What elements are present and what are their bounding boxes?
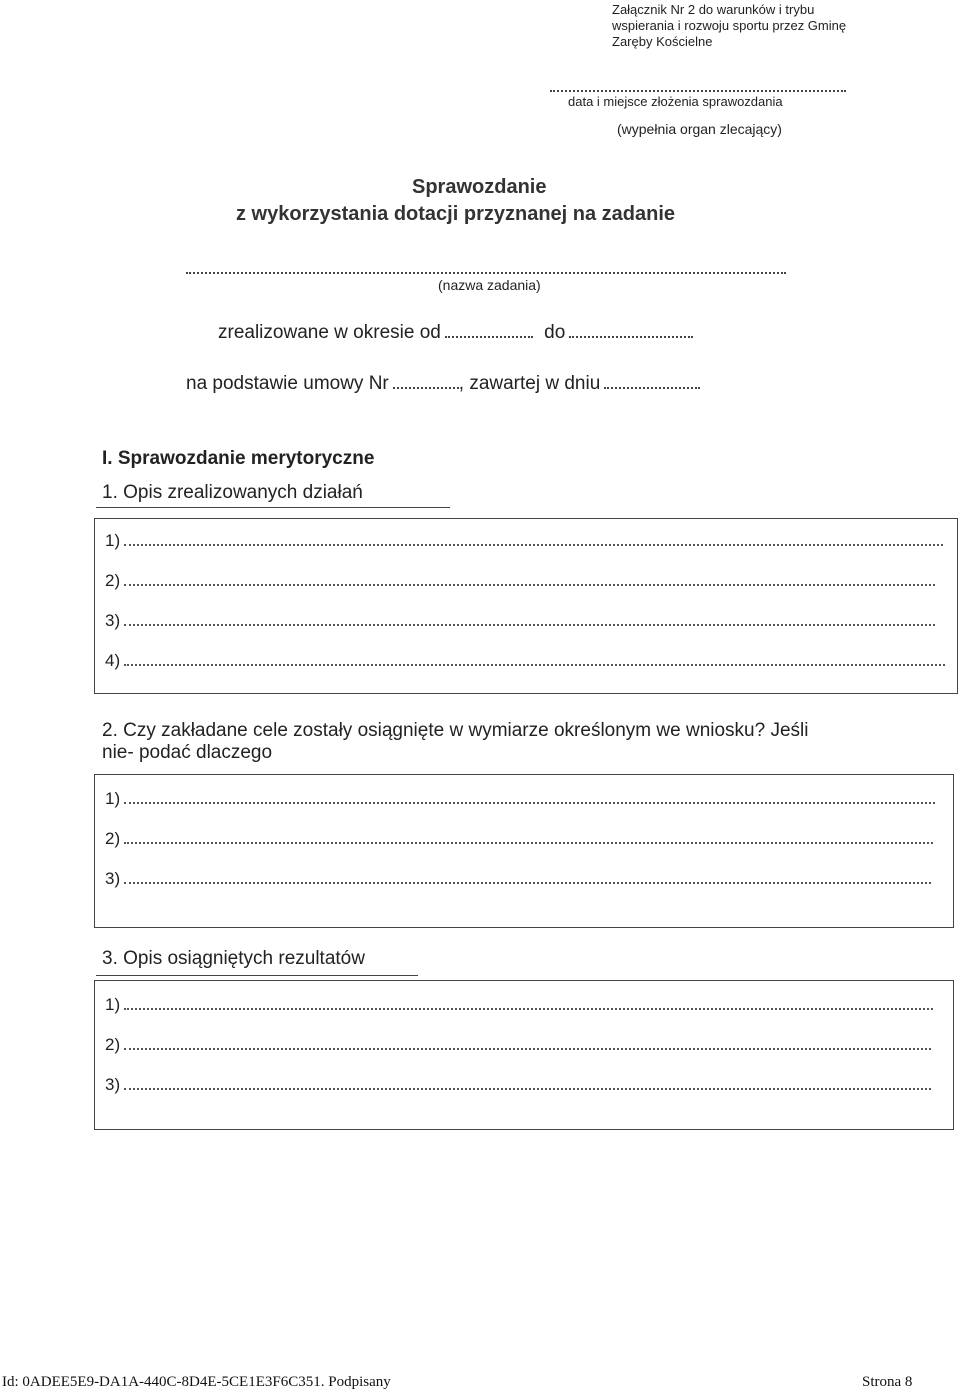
q2-row-dots bbox=[124, 842, 933, 844]
period-middle: do bbox=[544, 322, 566, 343]
q2-row-number: 2) bbox=[105, 829, 121, 848]
q1-heading: 1. Opis zrealizowanych działań bbox=[102, 482, 363, 503]
q3-row-dots bbox=[124, 1008, 933, 1010]
q2-row-dots bbox=[124, 802, 935, 804]
q3-heading: 3. Opis osiągniętych rezultatów bbox=[102, 948, 365, 969]
q1-underline bbox=[96, 507, 450, 508]
q2-row-number: 1) bbox=[105, 789, 121, 808]
q1-row-number: 2) bbox=[105, 571, 121, 590]
q1-row-number: 3) bbox=[105, 611, 121, 630]
q3-row-number: 3) bbox=[105, 1075, 121, 1094]
filled-by-label: (wypełnia organ zlecający) bbox=[617, 121, 782, 137]
q3-row-dots bbox=[124, 1048, 931, 1050]
annex-line-1: Załącznik Nr 2 do warunków i trybu bbox=[612, 2, 815, 17]
task-name-dotted-line bbox=[186, 272, 786, 274]
q3-row-number: 1) bbox=[105, 995, 121, 1014]
q2-row-number: 3) bbox=[105, 869, 121, 888]
q3-row-number: 2) bbox=[105, 1035, 121, 1054]
task-name-label: (nazwa zadania) bbox=[438, 277, 541, 293]
q1-row-number: 1) bbox=[105, 531, 121, 550]
annex-line-3: Zaręby Kościelne bbox=[612, 34, 713, 49]
q3-row[interactable] bbox=[105, 995, 933, 1015]
footer-page-number: Strona 8 bbox=[862, 1374, 913, 1390]
q2-row-dots bbox=[124, 882, 931, 884]
footer-document-id: Id: 0ADEE5E9-DA1A-440C-8D4E-5CE1E3F6C351. Podpisany bbox=[2, 1374, 391, 1390]
q2-row[interactable] bbox=[105, 789, 935, 809]
annex-line-2: wspierania i rozwoju sportu przez Gminę bbox=[612, 18, 847, 33]
q1-row-dots bbox=[124, 544, 943, 546]
q3-underline bbox=[96, 975, 418, 976]
q3-row-dots bbox=[124, 1088, 931, 1090]
date-place-label: data i miejsce złożenia sprawozdania bbox=[568, 94, 783, 109]
q1-answer-box bbox=[94, 518, 958, 694]
q2-answer-box bbox=[94, 774, 954, 928]
period-line bbox=[218, 322, 693, 344]
contract-line bbox=[186, 373, 700, 395]
q3-answer-box bbox=[94, 980, 954, 1130]
contract-number-field[interactable] bbox=[393, 387, 459, 389]
q2-row[interactable] bbox=[105, 829, 933, 849]
contract-prefix: na podstawie umowy Nr bbox=[186, 373, 389, 394]
q1-row[interactable] bbox=[105, 531, 943, 551]
period-from-field[interactable] bbox=[445, 336, 533, 338]
section-heading: I. Sprawozdanie merytoryczne bbox=[102, 448, 375, 469]
q2-row[interactable] bbox=[105, 869, 931, 889]
q1-row-dots bbox=[124, 664, 945, 666]
date-place-dotted-line bbox=[550, 90, 846, 92]
contract-date-field[interactable] bbox=[604, 387, 700, 389]
q3-row[interactable] bbox=[105, 1075, 931, 1095]
q1-row-dots bbox=[124, 624, 935, 626]
q2-heading: 2. Czy zakładane cele zostały osiągnięte w wymiarze określonym we wniosku? Jeśli nie- podać dlaczego bbox=[102, 720, 809, 763]
annex-header bbox=[612, 2, 846, 50]
title-line-1: Sprawozdanie bbox=[412, 176, 547, 198]
q1-row-number: 4) bbox=[105, 651, 121, 670]
contract-middle: , zawartej w dniu bbox=[458, 373, 601, 394]
period-prefix: zrealizowane w okresie od bbox=[218, 322, 441, 343]
period-to-field[interactable] bbox=[569, 336, 693, 338]
title-line-2: z wykorzystania dotacji przyznanej na zadanie bbox=[236, 203, 676, 225]
q1-row[interactable] bbox=[105, 571, 935, 591]
q1-row-dots bbox=[124, 584, 935, 586]
q1-row[interactable] bbox=[105, 611, 935, 631]
q3-row[interactable] bbox=[105, 1035, 931, 1055]
q1-row[interactable] bbox=[105, 651, 945, 671]
